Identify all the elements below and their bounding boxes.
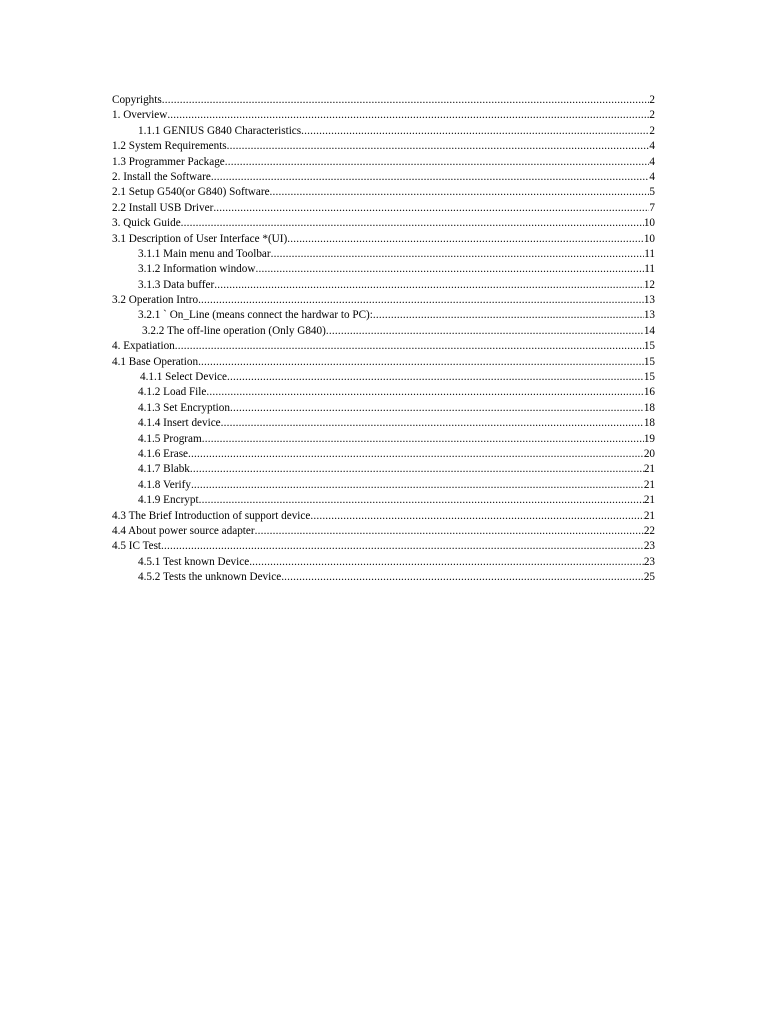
- toc-entry-title: 4.1.6 Erase: [138, 447, 189, 460]
- toc-entry: [112, 124, 655, 139]
- toc-dot-leader: [255, 262, 644, 277]
- toc-entry: [112, 278, 655, 293]
- toc-dot-leader: [167, 108, 649, 123]
- toc-entry-page-number: 23: [643, 555, 655, 568]
- toc-entry-page-number: 11: [644, 263, 655, 276]
- toc-dot-leader: [188, 447, 644, 462]
- toc-entry: [112, 247, 655, 262]
- toc-entry-title: 4.1.9 Encrypt: [138, 494, 199, 507]
- toc-entry: [112, 478, 655, 493]
- toc-entry: [112, 324, 655, 339]
- table-of-contents: [112, 93, 655, 586]
- toc-entry-page-number: 23: [643, 540, 655, 553]
- toc-dot-leader: [211, 170, 650, 185]
- toc-entry: [112, 170, 655, 185]
- toc-entry-title: 2.1 Setup G540(or G840) Software: [112, 186, 270, 199]
- toc-dot-leader: [198, 355, 644, 370]
- toc-entry-title: Copyrights: [112, 94, 162, 106]
- toc-entry-title: 4.1.1 Select Device: [140, 371, 227, 384]
- toc-dot-leader: [287, 232, 644, 247]
- toc-dot-leader: [301, 124, 649, 139]
- toc-entry-title: 2.2 Install USB Driver: [112, 201, 214, 214]
- toc-dot-leader: [255, 524, 644, 539]
- toc-entry: [112, 93, 655, 108]
- toc-entry-title: 3. Quick Guide: [112, 217, 181, 230]
- toc-entry-title: 1. Overview: [112, 109, 168, 122]
- toc-entry-page-number: 15: [643, 340, 655, 353]
- toc-dot-leader: [225, 155, 650, 170]
- toc-entry-page-number: 20: [643, 447, 655, 460]
- toc-entry-title: 3.1.1 Main menu and Toolbar: [138, 247, 271, 260]
- toc-entry-page-number: 21: [643, 463, 655, 476]
- toc-entry: [112, 447, 655, 462]
- toc-entry-title: 4.1.8 Verify: [138, 478, 191, 491]
- toc-entry-page-number: 19: [643, 432, 655, 445]
- toc-entry-page-number: 4: [649, 140, 655, 153]
- toc-dot-leader: [310, 509, 643, 524]
- toc-entry-title: 1.1.1 GENIUS G840 Characteristics: [138, 124, 302, 137]
- toc-entry-page-number: 18: [643, 417, 655, 430]
- toc-entry-page-number: 13: [643, 309, 655, 322]
- toc-dot-leader: [230, 401, 644, 416]
- toc-entry-title: 4.1 Base Operation: [112, 355, 199, 368]
- toc-dot-leader: [199, 493, 644, 508]
- toc-entry: [112, 139, 655, 154]
- toc-entry: [112, 401, 655, 416]
- toc-entry-title: 3.2.1 ` On_Line (means connect the hardwar to PC):: [138, 309, 373, 322]
- toc-entry: [112, 293, 655, 308]
- toc-entry-title: 4.5.1 Test known Device: [138, 555, 250, 568]
- toc-dot-leader: [175, 339, 644, 354]
- toc-dot-leader: [202, 432, 644, 447]
- toc-entry-title: 4.5.2 Tests the unknown Device: [138, 571, 282, 584]
- toc-dot-leader: [271, 247, 645, 262]
- toc-entry-page-number: 25: [643, 571, 655, 584]
- toc-entry-title: 4. Expatiation: [112, 340, 175, 353]
- toc-entry: [112, 416, 655, 431]
- toc-dot-leader: [191, 478, 644, 493]
- toc-entry-title: 4.1.5 Program: [138, 432, 202, 445]
- toc-dot-leader: [221, 416, 644, 431]
- toc-dot-leader: [227, 370, 644, 385]
- toc-entry-page-number: 10: [643, 217, 655, 230]
- toc-dot-leader: [213, 201, 649, 216]
- toc-entry-page-number: 15: [643, 371, 655, 384]
- toc-entry-page-number: 14: [643, 324, 655, 337]
- toc-entry: [112, 555, 655, 570]
- toc-dot-leader: [162, 93, 650, 108]
- toc-entry: [112, 339, 655, 354]
- toc-entry-title: 3.2 Operation Intro: [112, 294, 199, 307]
- toc-entry: [112, 155, 655, 170]
- toc-entry: [112, 493, 655, 508]
- toc-entry-title: 1.3 Programmer Package: [112, 155, 225, 168]
- toc-entry-page-number: 16: [643, 386, 655, 399]
- toc-entry-title: 3.1 Description of User Interface *(UI): [112, 232, 288, 245]
- toc-entry: [112, 355, 655, 370]
- toc-entry: [112, 539, 655, 554]
- toc-entry-page-number: 5: [649, 186, 655, 199]
- toc-entry-title: 1.2 System Requirements: [112, 140, 227, 153]
- toc-entry-title: 4.3 The Brief Introduction of support device: [112, 509, 311, 522]
- toc-entry-page-number: 21: [643, 509, 655, 522]
- toc-entry: [112, 201, 655, 216]
- toc-dot-leader: [373, 308, 644, 323]
- toc-entry-page-number: 21: [643, 478, 655, 491]
- toc-entry-title: 3.2.2 The off-line operation (Only G840): [142, 324, 326, 337]
- toc-dot-leader: [214, 278, 644, 293]
- toc-entry-page-number: 13: [643, 294, 655, 307]
- toc-dot-leader: [270, 185, 650, 200]
- toc-entry: [112, 462, 655, 477]
- toc-entry-page-number: 2: [649, 124, 655, 137]
- toc-entry-title: 4.5 IC Test: [112, 540, 162, 553]
- toc-entry-title: 4.1.3 Set Encryption: [138, 401, 230, 414]
- toc-entry: [112, 570, 655, 585]
- toc-dot-leader: [161, 539, 644, 554]
- toc-entry-page-number: 15: [643, 355, 655, 368]
- toc-entry-page-number: 10: [643, 232, 655, 245]
- toc-entry-page-number: 21: [643, 494, 655, 507]
- toc-entry: [112, 370, 655, 385]
- toc-entry-title: 4.1.7 Blabk: [138, 463, 190, 476]
- toc-entry-page-number: 11: [644, 247, 655, 260]
- toc-entry-page-number: 2: [649, 109, 655, 122]
- toc-entry-title: 3.1.3 Data buffer: [138, 278, 215, 291]
- toc-entry: [112, 308, 655, 323]
- toc-dot-leader: [190, 462, 644, 477]
- toc-entry-page-number: 2: [649, 94, 655, 106]
- toc-dot-leader: [198, 293, 644, 308]
- toc-entry-page-number: 18: [643, 401, 655, 414]
- toc-entry-title: 3.1.2 Information window: [138, 263, 256, 276]
- toc-entry-title: 2. Install the Software: [112, 170, 211, 183]
- toc-entry: [112, 262, 655, 277]
- toc-entry-page-number: 4: [649, 170, 655, 183]
- toc-dot-leader: [326, 324, 644, 339]
- toc-dot-leader: [227, 139, 650, 154]
- toc-entry-page-number: 12: [643, 278, 655, 291]
- toc-entry: [112, 216, 655, 231]
- toc-entry: [112, 232, 655, 247]
- toc-entry-title: 4.4 About power source adapter: [112, 524, 255, 537]
- toc-entry-page-number: 7: [649, 201, 655, 214]
- toc-dot-leader: [281, 570, 644, 585]
- toc-entry: [112, 509, 655, 524]
- toc-entry: [112, 108, 655, 123]
- toc-entry: [112, 385, 655, 400]
- toc-entry: [112, 432, 655, 447]
- toc-entry-title: 4.1.4 Insert device: [138, 417, 221, 430]
- toc-entry-page-number: 4: [649, 155, 655, 168]
- toc-dot-leader: [206, 385, 643, 400]
- toc-entry: [112, 524, 655, 539]
- toc-dot-leader: [249, 555, 644, 570]
- toc-entry-page-number: 22: [643, 524, 655, 537]
- toc-entry: [112, 185, 655, 200]
- toc-dot-leader: [181, 216, 644, 231]
- toc-entry-title: 4.1.2 Load File: [138, 386, 207, 399]
